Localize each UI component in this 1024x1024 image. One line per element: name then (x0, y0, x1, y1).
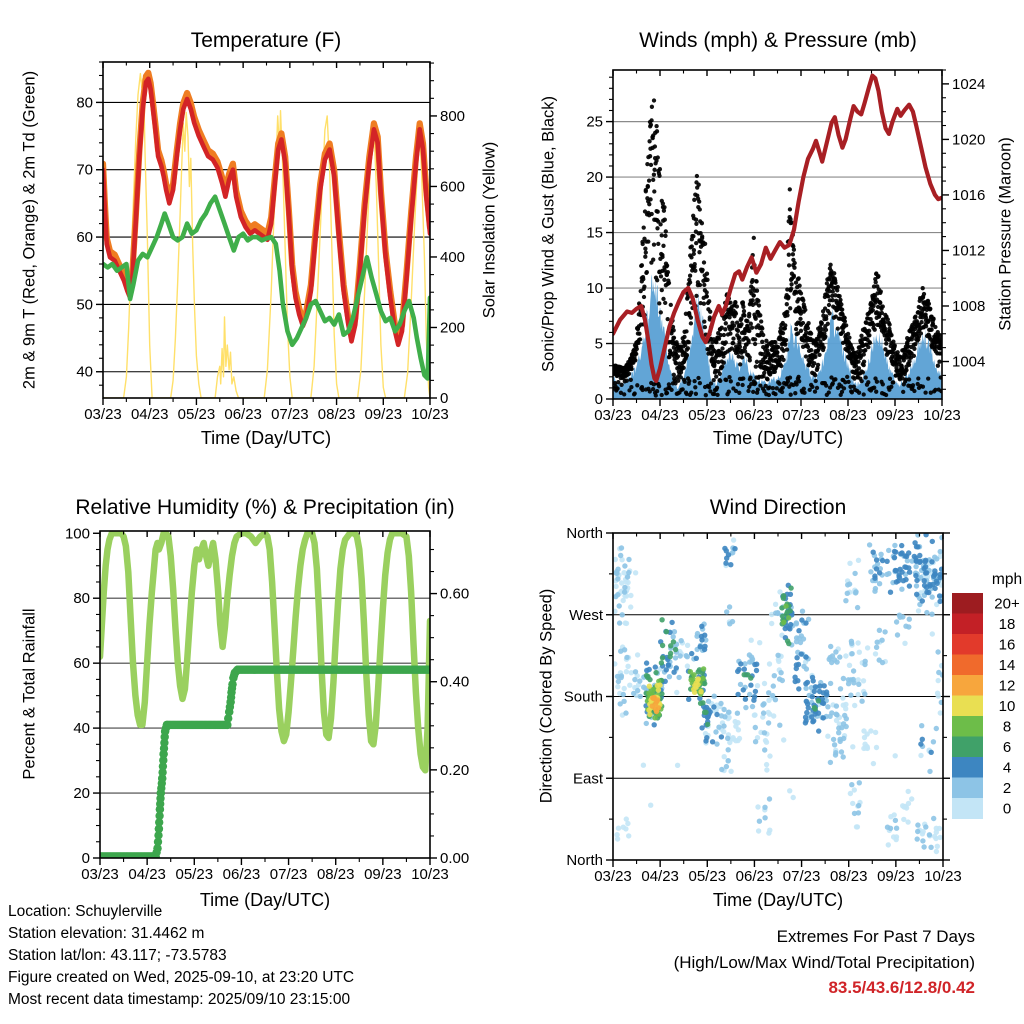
svg-text:50: 50 (76, 296, 93, 314)
svg-text:6: 6 (1002, 738, 1012, 756)
svg-text:8: 8 (1002, 718, 1012, 736)
winds-right-axis-label: Station Pressure (Maroon) (996, 137, 1015, 331)
svg-text:12: 12 (998, 677, 1016, 695)
svg-text:0: 0 (440, 390, 449, 407)
svg-text:600: 600 (440, 178, 466, 196)
svg-text:North: North (566, 525, 603, 542)
svg-text:0: 0 (81, 850, 90, 867)
figure-created: Figure created on Wed, 2025-09-10, at 23:20 UTC (8, 969, 355, 986)
svg-text:10/23: 10/23 (923, 407, 961, 424)
winds-x-axis-label: Time (Day/UTC) (712, 428, 844, 448)
svg-text:04/23: 04/23 (130, 406, 169, 423)
wind-direction-chart-title: Wind Direction (709, 496, 847, 519)
station-info (8, 901, 354, 1011)
svg-text:07/23: 07/23 (271, 406, 309, 423)
svg-text:400: 400 (440, 248, 466, 266)
colorbar-units-label: mph (991, 571, 1023, 588)
extremes-title: Extremes For Past 7 Days (776, 927, 975, 946)
svg-text:1016: 1016 (952, 186, 986, 204)
svg-text:South: South (563, 688, 603, 706)
svg-text:10/23: 10/23 (924, 868, 962, 885)
extremes-subtitle: (High/Low/Max Wind/Total Precipitation) (673, 952, 975, 972)
svg-text:60: 60 (73, 655, 90, 673)
svg-text:1008: 1008 (952, 297, 986, 315)
svg-text:03/23: 03/23 (594, 868, 632, 885)
svg-text:1020: 1020 (952, 131, 986, 149)
svg-text:2: 2 (1002, 779, 1012, 797)
svg-text:06/23: 06/23 (224, 406, 262, 423)
station-latlon: Station lat/lon: 43.117; -73.5783 (8, 947, 227, 964)
svg-text:5: 5 (594, 335, 603, 353)
svg-text:80: 80 (73, 590, 90, 608)
svg-text:18: 18 (998, 615, 1016, 633)
svg-text:1024: 1024 (952, 75, 986, 93)
svg-text:08/23: 08/23 (829, 868, 868, 885)
svg-text:60: 60 (76, 229, 93, 247)
station-location: Location: Schuylerville (8, 903, 163, 920)
wind-direction-left-axis-label: Direction (Colored By Speed) (537, 588, 556, 804)
svg-text:06/23: 06/23 (735, 868, 774, 885)
most-recent-timestamp: Most recent data timestamp: 2025/09/10 23:15:00 (8, 991, 351, 1008)
svg-text:16: 16 (998, 636, 1016, 654)
winds-chart-title: Winds (mph) & Pressure (mb) (639, 29, 917, 52)
svg-text:25: 25 (586, 113, 603, 131)
temperature-x-axis-label: Time (Day/UTC) (200, 428, 332, 448)
svg-text:40: 40 (76, 363, 93, 381)
humidity-left-axis-label: Percent & Total Rainfall (20, 608, 39, 780)
svg-text:07/23: 07/23 (782, 868, 821, 885)
extremes-values: 83.5/43.6/12.8/0.42 (828, 978, 975, 997)
svg-text:20: 20 (586, 169, 603, 187)
svg-text:20: 20 (73, 785, 90, 803)
svg-text:0.20: 0.20 (440, 761, 470, 779)
svg-text:08/23: 08/23 (316, 866, 355, 883)
svg-text:70: 70 (76, 161, 93, 179)
svg-text:05/23: 05/23 (688, 407, 726, 424)
svg-text:0: 0 (594, 391, 603, 408)
svg-text:10/23: 10/23 (411, 866, 449, 883)
humidity-plot (65, 525, 469, 883)
svg-text:08/23: 08/23 (829, 407, 867, 424)
svg-text:04/23: 04/23 (641, 407, 679, 424)
svg-text:200: 200 (440, 319, 466, 337)
temperature-left-axis-label: 2m & 9m T (Red, Orange) & 2m Td (Green) (20, 70, 39, 390)
svg-text:06/23: 06/23 (735, 407, 773, 424)
temperature-plot (76, 62, 465, 423)
svg-text:07/23: 07/23 (782, 407, 820, 424)
svg-text:0.00: 0.00 (440, 850, 470, 867)
svg-text:800: 800 (440, 107, 466, 125)
svg-text:0.40: 0.40 (440, 673, 470, 691)
svg-text:West: West (569, 606, 603, 624)
svg-text:0: 0 (1002, 800, 1012, 818)
svg-text:04/23: 04/23 (128, 866, 166, 883)
svg-text:09/23: 09/23 (877, 868, 915, 885)
svg-text:14: 14 (998, 656, 1016, 674)
svg-text:06/23: 06/23 (222, 866, 261, 883)
svg-text:03/23: 03/23 (84, 406, 122, 423)
humidity-chart-title: Relative Humidity (%) & Precipitation (in) (75, 496, 455, 519)
svg-text:10: 10 (998, 697, 1016, 715)
svg-text:10: 10 (586, 280, 603, 298)
svg-text:4: 4 (1002, 759, 1012, 777)
wind_direction-plot (564, 525, 962, 885)
svg-text:100: 100 (64, 525, 90, 543)
svg-text:05/23: 05/23 (688, 868, 727, 885)
winds-plot (586, 70, 985, 424)
svg-text:08/23: 08/23 (317, 406, 356, 423)
svg-text:East: East (572, 770, 603, 788)
svg-text:05/23: 05/23 (175, 866, 214, 883)
svg-text:03/23: 03/23 (594, 407, 632, 424)
winds-left-axis-label: Sonic/Prop Wind & Gust (Blue, Black) (539, 95, 558, 373)
svg-text:09/23: 09/23 (364, 866, 402, 883)
extremes-block (674, 924, 975, 1001)
svg-text:03/23: 03/23 (81, 866, 119, 883)
svg-text:09/23: 09/23 (364, 406, 403, 423)
svg-text:80: 80 (76, 94, 93, 112)
direction-scatter (612, 532, 946, 854)
svg-text:10/23: 10/23 (411, 406, 449, 423)
svg-text:20+: 20+ (994, 595, 1020, 613)
svg-text:04/23: 04/23 (641, 868, 679, 885)
speed-colorbar (952, 571, 1022, 819)
temperature-right-axis-label: Solar Insolation (Yellow) (480, 141, 499, 319)
svg-text:0.60: 0.60 (440, 585, 470, 603)
svg-text:1012: 1012 (952, 242, 986, 260)
svg-text:07/23: 07/23 (269, 866, 308, 883)
relative-humidity (100, 533, 430, 770)
svg-text:05/23: 05/23 (177, 406, 216, 423)
svg-text:40: 40 (73, 720, 90, 738)
wind-direction-x-axis-label: Time (Day/UTC) (712, 890, 844, 910)
svg-text:09/23: 09/23 (876, 407, 914, 424)
temperature-chart-title: Temperature (F) (190, 29, 342, 52)
svg-text:15: 15 (586, 224, 603, 242)
svg-text:North: North (566, 852, 603, 869)
svg-text:1004: 1004 (952, 353, 986, 371)
humidity-x-axis-label: Time (Day/UTC) (199, 890, 331, 910)
station-elevation: Station elevation: 31.4462 m (8, 925, 205, 942)
